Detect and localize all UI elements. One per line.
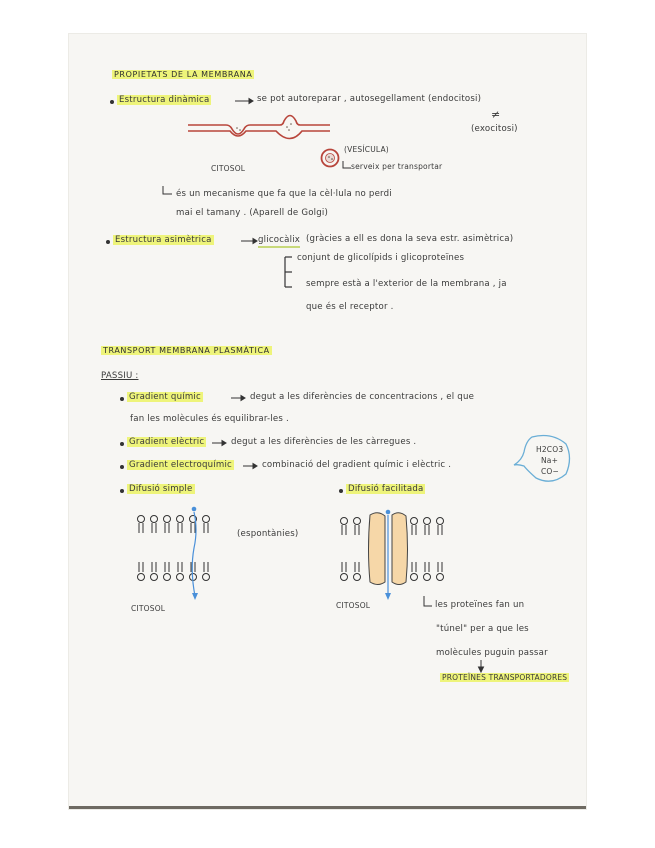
- bullet: [120, 397, 124, 401]
- ion-h2co3: H2CO3: [536, 445, 564, 454]
- bullet: [339, 489, 343, 493]
- bullet: [120, 442, 124, 446]
- simple-diffusion-drawing: [138, 516, 210, 581]
- section2-heading: TRANSPORT MEMBRANA PLASMÀTICA: [103, 346, 270, 355]
- protein-note-line1: les proteïnes fan un: [435, 600, 525, 610]
- glicocalix-point3: que és el receptor .: [306, 302, 394, 312]
- glicocalix-text: (gràcies a ell es dona la seva estr. asimètrica): [306, 234, 514, 244]
- exocitosi-label: (exocitosi): [471, 124, 518, 134]
- passiu-subheading: PASSIU :: [101, 371, 139, 381]
- bullet: [110, 100, 114, 104]
- citosol-label-simple: CITOSOL: [131, 604, 166, 613]
- glicocalix-term: glicocàlix: [258, 235, 300, 245]
- dynamic-structure-term: Estructura dinàmica: [119, 95, 210, 105]
- mechanism-line: és un mecanisme que fa que la cèl·lula no perdi: [176, 189, 392, 199]
- transport-proteins-label: PROTEÏNES TRANSPORTADORES: [442, 673, 568, 682]
- membrane-drawing: [188, 116, 330, 139]
- protein-note-line2: "túnel" per a que les: [436, 624, 529, 634]
- glicocalix-point2: sempre està a l'exterior de la membrana , ja: [306, 279, 507, 289]
- bracket: [285, 257, 292, 287]
- chemical-gradient-term: Gradient químic: [129, 392, 201, 402]
- serveix-text: serveix per transportar: [351, 162, 443, 171]
- vesicula-label: (VESÍCULA): [344, 145, 389, 154]
- chemical-gradient-text: degut a les diferències de concentracions , el que: [250, 392, 475, 402]
- facilitated-arrow: [385, 510, 391, 600]
- facilitated-diffusion-term: Difusió facilitada: [348, 484, 424, 494]
- simple-diffusion-arrow: [192, 507, 198, 600]
- espontanies-label: (espontànies): [237, 529, 299, 539]
- electrochemical-gradient-term: Gradient electroquímic: [129, 460, 232, 470]
- protein-note-line3: molècules puguin passar: [436, 648, 548, 658]
- electric-gradient-text: degut a les diferències de les càrregues .: [231, 437, 417, 447]
- glicocalix-point1: conjunt de glicolípids i glicoproteïnes: [297, 253, 465, 263]
- ion-co: CO−: [541, 467, 560, 476]
- simple-diffusion-term: Difusió simple: [129, 484, 193, 494]
- electrochemical-gradient-text: combinació del gradient químic i elèctric .: [262, 460, 452, 470]
- asymmetric-structure-term: Estructura asimètrica: [115, 235, 212, 245]
- dynamic-structure-text: se pot autoreparar , autosegellament (endocitosi): [257, 94, 482, 104]
- citosol-label-facilitated: CITOSOL: [336, 601, 371, 610]
- not-equal-symbol: ≠: [491, 108, 501, 121]
- electric-gradient-term: Gradient elèctric: [129, 437, 205, 447]
- bullet: [120, 489, 124, 493]
- ion-na: Na+: [541, 456, 559, 465]
- bullet: [120, 465, 124, 469]
- chemical-gradient-text2: fan les molècules és equilibrar-les .: [130, 414, 289, 424]
- section1-heading: PROPIETATS DE LA MEMBRANA: [114, 70, 253, 79]
- citosol-label: CITOSOL: [211, 164, 246, 173]
- bullet: [106, 240, 110, 244]
- vesicle-drawing: [322, 150, 339, 167]
- golgi-line: mai el tamany . (Aparell de Golgi): [176, 208, 329, 218]
